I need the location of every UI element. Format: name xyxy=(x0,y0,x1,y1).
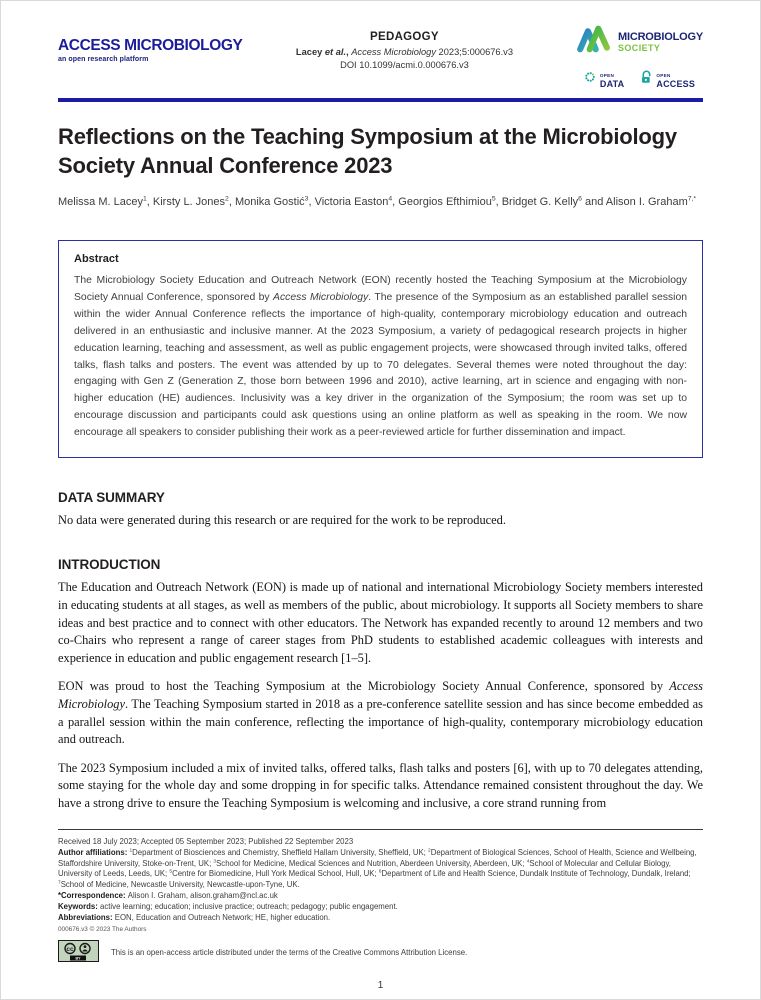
svg-text:cc: cc xyxy=(66,945,74,953)
received-dates-line: Received 18 July 2023; Accepted 05 September 2023; Published 22 September 2023 xyxy=(58,836,354,846)
abstract-heading: Abstract xyxy=(74,253,119,266)
license-text: This is an open-access article distributed under the terms of the Creative Commons Attribution License. xyxy=(111,947,468,957)
page-number: 1 xyxy=(377,979,384,991)
society-m-icon xyxy=(575,23,613,60)
society-name-line2: SOCIETY xyxy=(618,42,661,53)
microbiology-society-logo xyxy=(575,23,703,60)
article-footnotes xyxy=(58,837,703,967)
header-divider xyxy=(58,98,703,102)
introduction-paragraph-3: The 2023 Symposium included a mix of invited talks, offered talks, flash talks and posters [6], with up to 70 delegates attending, some staying for the whole day and some dropping in for specific talks. Attendance remained consistent throughout the day. We have a strong drive to ensure the Teaching Symposium is welcoming and inclusive, a core strand running from xyxy=(58,760,703,811)
data-summary-heading: DATA SUMMARY xyxy=(58,489,165,505)
abbreviations-line: Abbreviations: EON, Education and Outreach Network; HE, higher education. xyxy=(58,913,331,923)
correspondence-line[interactable]: *Correspondence: Alison I. Graham, alison.graham@ncl.ac.uk xyxy=(58,891,278,901)
journal-logo-text: ACCESS MICROBIOLOGY xyxy=(58,37,243,54)
society-name-line1: MICROBIOLOGY xyxy=(618,30,703,43)
abstract-body: The Microbiology Society Education and Outreach Network (EON) recently hosted the Teaching Symposium at the Microbiology Society Annual Conference, sponsored by Access Microbiology. The presence of the Symposium as an established parallel session within the wider Annual Conference reflects the importance of high-quality, contemporary microbiology education and outreach delivered in an enthusiastic and inclusive manner. At the 2023 Symposium, a variety of pedagogical research projects in higher education learning, teaching and assessment, as well as public engagement projects, were showcased through invited talks, offered talks, flash talks and posters. The event was attended by up to 70 delegates. Several themes were noted throughout the day: engaging with Gen Z (Generation Z, those born between 1996 and 2010), active learning, art in science and engaging with non-higher education (HE) audiences. Inclusivity was a key driver in the organization of the Symposium; the room was set up to encourage discussion and participants could ask questions using an online platform as well as speaking in the room. We now encourage all speakers to consider publishing their work as a peer-reviewed article for further dissemination and impact. xyxy=(74,275,687,438)
version-copyright-line: 000676.v3 © 2023 The Authors xyxy=(58,925,147,933)
introduction-paragraph-1: The Education and Outreach Network (EON) is made up of national and international Microbiology Society members interested in educating students at all stages, as well as members of the public, about microbiology. It supports all Society members to share ideas and best practice and to connect with other educators. The Network has expanded recently to around 12 members and two co-Chairs who represent a range of career stages from PhD students to established academic colleagues with interests and experience in education and public engagement research [1–5]. xyxy=(58,580,703,665)
open-data-icon xyxy=(583,70,597,89)
open-access-badge xyxy=(640,70,695,89)
open-data-badge xyxy=(583,70,624,89)
open-access-main-label: ACCESS xyxy=(656,79,696,89)
abstract-box xyxy=(58,240,703,457)
article-title: Reflections on the Teaching Symposium at the Microbiology Society Annual Conference 2023 xyxy=(58,124,677,178)
citation-block xyxy=(296,23,513,70)
doi-link[interactable]: DOI 10.1099/acmi.0.000676.v3 xyxy=(340,60,469,70)
article-type-label: PEDAGOGY xyxy=(370,31,439,43)
keywords-line: Keywords: active learning; education; inclusive practice; outreach; pedagogy; public engagement. xyxy=(58,902,398,912)
cc-by-badge-icon xyxy=(58,940,99,967)
open-data-main-label: DATA xyxy=(599,79,625,89)
introduction-paragraph-2: EON was proud to host the Teaching Symposium at the Microbiology Society Annual Conference, sponsored by Access Microbiology. The Teaching Symposium started in 2018 as a pre-conference satellite session and has since become embedded as a parallel session within the main conference, reflecting the importance of high-quality, contemporary microbiology education and outreach. xyxy=(58,679,703,747)
open-access-icon xyxy=(640,70,653,89)
svg-text:BY: BY xyxy=(75,956,81,961)
citation-line: Lacey et al., Access Microbiology 2023;5:000676.v3 xyxy=(295,47,513,57)
author-list: Melissa M. Lacey$^1$, Kirsty L. Jones$^2$, Monika Gostić$^3$, Victoria Easton$^4$, Georgios Efthimiou$^5$, Bridget G. Kelly$^6$ and Alison I. Graham$^{7,*}$ xyxy=(58,195,697,209)
data-summary-body: No data were generated during this research or are required for the work to be reproduced. xyxy=(58,512,506,527)
license-row xyxy=(58,940,703,967)
badges-row xyxy=(583,70,695,89)
journal-logo-tagline: an open research platform xyxy=(58,56,149,63)
open-access-top-label: OPEN xyxy=(656,73,671,79)
society-block xyxy=(513,23,703,89)
introduction-heading: INTRODUCTION xyxy=(58,557,161,573)
open-data-top-label: OPEN xyxy=(599,73,615,79)
masthead xyxy=(58,23,703,89)
footer-divider xyxy=(58,829,703,830)
access-microbiology-logo xyxy=(58,23,296,63)
author-affiliations: Author affiliations: $^1$Department of Biosciences and Chemistry, Sheffield Hallam University, Sheffield, UK; $^2$Department of Biological Sciences, School of Health, Science and Wellbeing, Staffordshire University, Stoke-on-Trent, UK; $^3$School for Medicine, Medical Sciences and Nutrition, Aberdeen University, Aberdeen, UK; $^4$School of Molecular and Cellular Biology, University of Leeds, Leeds, UK; $^5$Centre for Biomedicine, Hull York Medical School, Hull, UK; $^6$Department of Life and Health Science, Dundalk Institute of Technology, Dundalk, Ireland; $^7$School of Medicine, Newcastle University, Newcastle-upon-Tyne, UK. xyxy=(58,847,697,890)
